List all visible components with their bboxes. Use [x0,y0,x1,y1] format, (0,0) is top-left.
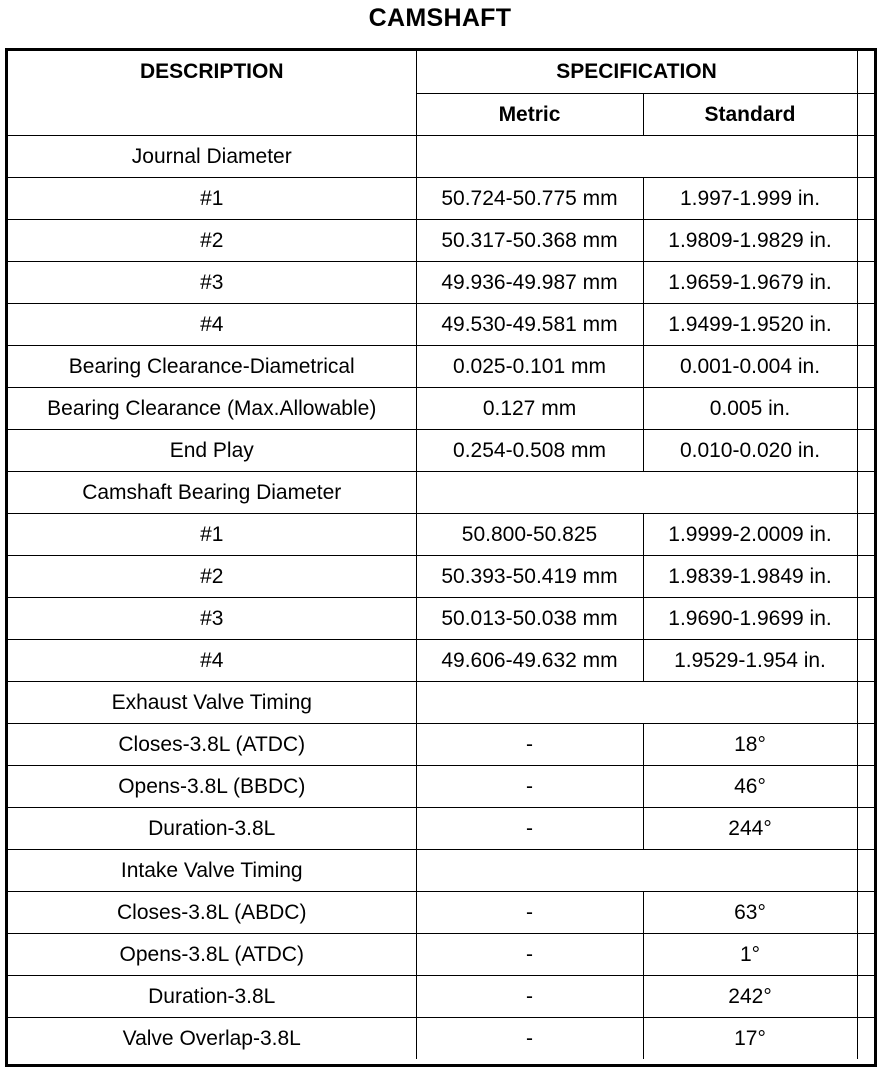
row-metric: 0.025-0.101 mm [416,346,643,388]
row-description: #2 [8,220,416,262]
table-row [8,640,875,682]
section-row [8,472,875,514]
row-description: #4 [8,640,416,682]
spec-table [8,51,875,1059]
table-row [8,766,875,808]
table-row [8,934,875,976]
section-row [8,136,875,178]
section-blank-cell [416,850,857,892]
header-metric: Metric [416,93,643,135]
extra-column-cell [857,934,875,976]
extra-column-cell [857,388,875,430]
table-row [8,556,875,598]
table-row [8,262,875,304]
table-row [8,346,875,388]
row-metric: - [416,808,643,850]
row-standard: 242° [643,976,857,1018]
row-metric: 50.317-50.368 mm [416,220,643,262]
extra-column-cell [857,682,875,724]
row-standard: 46° [643,766,857,808]
table-row [8,388,875,430]
row-metric: - [416,976,643,1018]
table-row [8,1018,875,1060]
row-standard: 0.001-0.004 in. [643,346,857,388]
table-row [8,724,875,766]
row-standard: 1.997-1.999 in. [643,178,857,220]
row-metric: 50.013-50.038 mm [416,598,643,640]
extra-column-cell [857,1018,875,1060]
row-standard: 1.9529-1.954 in. [643,640,857,682]
row-metric: - [416,934,643,976]
extra-column-cell [857,136,875,178]
header-specification: SPECIFICATION [416,51,857,93]
row-standard: 18° [643,724,857,766]
table-row [8,598,875,640]
extra-column-cell [857,808,875,850]
row-description: Duration-3.8L [8,808,416,850]
row-metric: 50.800-50.825 [416,514,643,556]
row-description: End Play [8,430,416,472]
extra-column-cell [857,346,875,388]
row-description: #3 [8,262,416,304]
row-standard: 1.9809-1.9829 in. [643,220,857,262]
row-metric: - [416,892,643,934]
extra-column-cell [857,178,875,220]
row-description: Closes-3.8L (ABDC) [8,892,416,934]
section-label: Camshaft Bearing Diameter [8,472,416,514]
extra-column-cell [857,93,875,135]
row-description: Bearing Clearance-Diametrical [8,346,416,388]
section-label: Intake Valve Timing [8,850,416,892]
row-standard: 1.9999-2.0009 in. [643,514,857,556]
row-description: Opens-3.8L (ATDC) [8,934,416,976]
extra-column-cell [857,724,875,766]
row-standard: 1.9690-1.9699 in. [643,598,857,640]
table-row [8,178,875,220]
row-standard: 1.9839-1.9849 in. [643,556,857,598]
row-standard: 0.005 in. [643,388,857,430]
row-description: #3 [8,598,416,640]
row-description: Bearing Clearance (Max.Allowable) [8,388,416,430]
row-metric: 0.254-0.508 mm [416,430,643,472]
row-standard: 0.010-0.020 in. [643,430,857,472]
extra-column-cell [857,262,875,304]
header-standard: Standard [643,93,857,135]
row-metric: - [416,724,643,766]
row-metric: 50.724-50.775 mm [416,178,643,220]
row-description: Valve Overlap-3.8L [8,1018,416,1060]
row-metric: 49.936-49.987 mm [416,262,643,304]
row-description: #4 [8,304,416,346]
row-metric: 0.127 mm [416,388,643,430]
extra-column-cell [857,556,875,598]
section-row [8,682,875,724]
row-standard: 17° [643,1018,857,1060]
table-row [8,808,875,850]
row-description: #1 [8,514,416,556]
table-row [8,430,875,472]
row-standard: 63° [643,892,857,934]
extra-column-cell [857,892,875,934]
extra-column-cell [857,850,875,892]
page-title: CAMSHAFT [368,4,512,32]
table-row [8,304,875,346]
row-description: #2 [8,556,416,598]
row-metric: - [416,1018,643,1060]
section-blank-cell [416,682,857,724]
section-blank-cell [416,136,857,178]
section-row [8,850,875,892]
header-description: DESCRIPTION [8,51,416,136]
row-metric: 49.606-49.632 mm [416,640,643,682]
table-row [8,514,875,556]
extra-column-cell [857,766,875,808]
table-row [8,892,875,934]
row-standard: 244° [643,808,857,850]
row-description: Duration-3.8L [8,976,416,1018]
section-blank-cell [416,472,857,514]
row-standard: 1.9499-1.9520 in. [643,304,857,346]
extra-column-cell [857,640,875,682]
row-metric: - [416,766,643,808]
extra-column-cell [857,976,875,1018]
row-description: #1 [8,178,416,220]
extra-column-cell [857,51,875,93]
extra-column-cell [857,304,875,346]
row-description: Opens-3.8L (BBDC) [8,766,416,808]
extra-column-cell [857,514,875,556]
table-row [8,976,875,1018]
section-label: Exhaust Valve Timing [8,682,416,724]
extra-column-cell [857,220,875,262]
row-standard: 1.9659-1.9679 in. [643,262,857,304]
row-metric: 50.393-50.419 mm [416,556,643,598]
row-description: Closes-3.8L (ATDC) [8,724,416,766]
row-standard: 1° [643,934,857,976]
row-metric: 49.530-49.581 mm [416,304,643,346]
table-row [8,220,875,262]
section-label: Journal Diameter [8,136,416,178]
extra-column-cell [857,472,875,514]
extra-column-cell [857,430,875,472]
extra-column-cell [857,598,875,640]
